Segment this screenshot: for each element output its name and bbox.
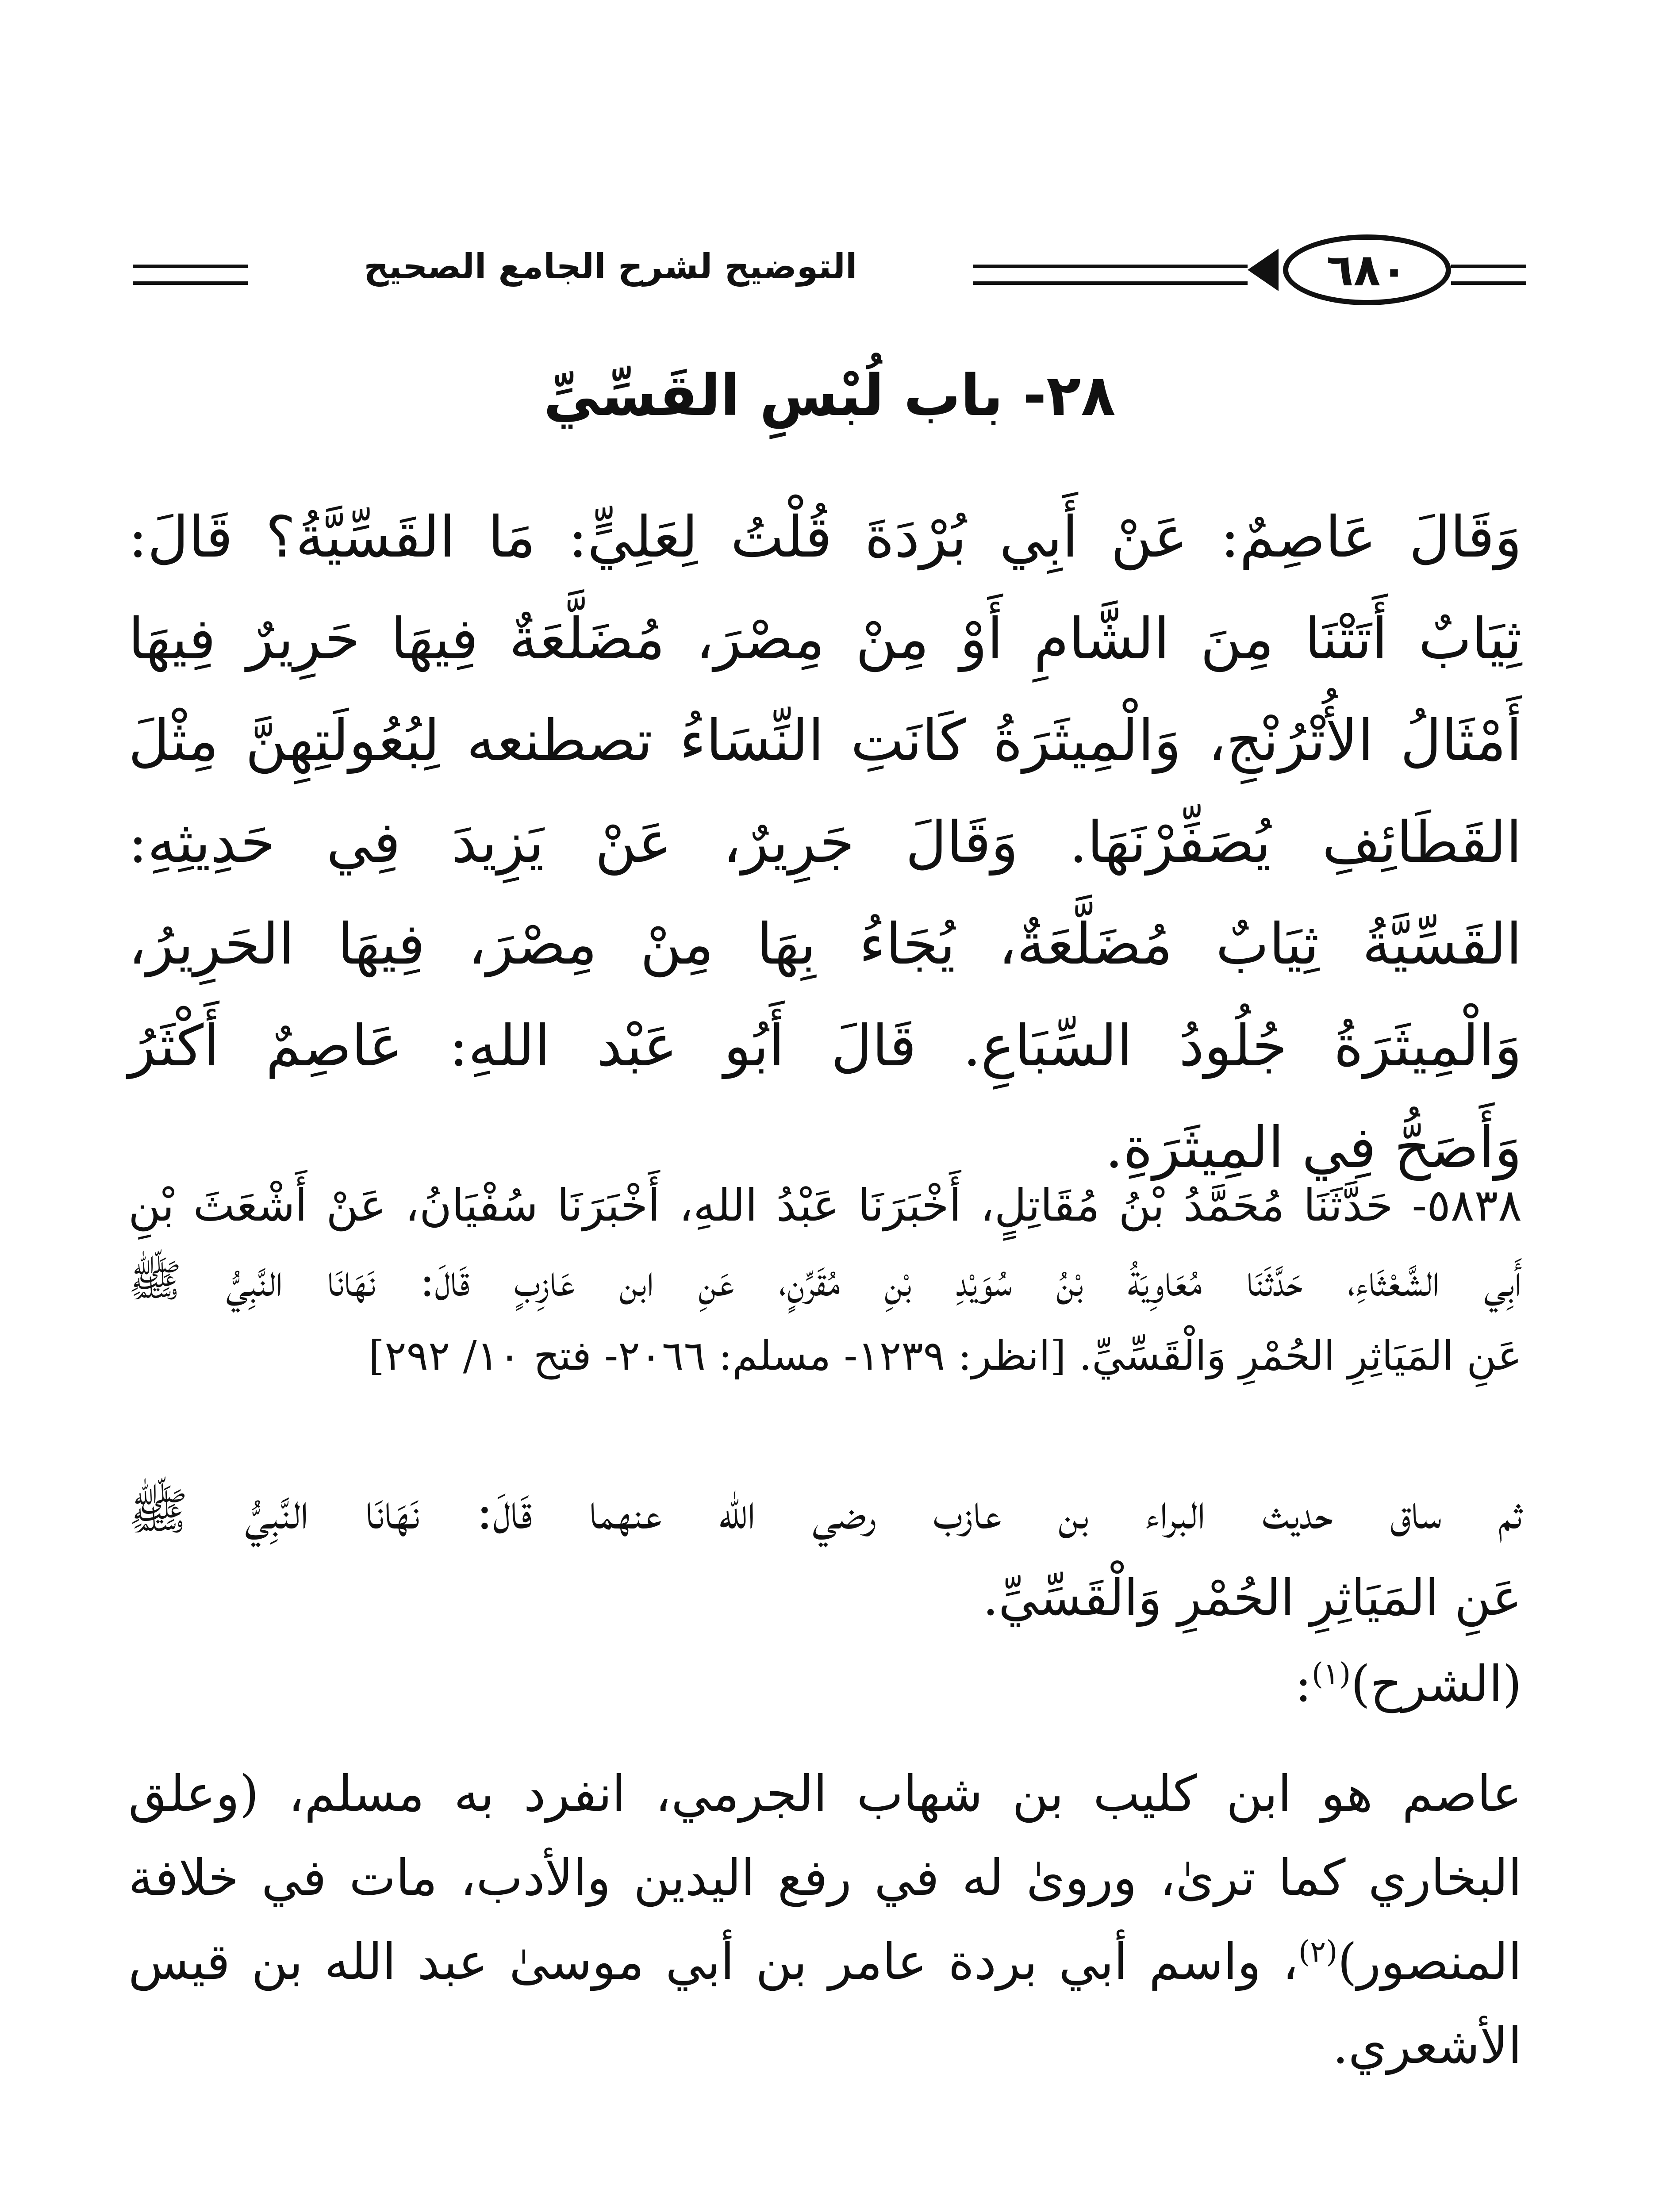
commentary-line: عاصم هو ابن كليب بن شهاب الجرمي، انفرد به مسلم، (وعلق	[128, 1765, 1522, 1823]
hadith-block	[128, 1168, 1522, 1394]
main-text-line: وَأَصَحُّ فِي المِيثَرَةِ.	[1105, 1115, 1522, 1181]
commentary-fragment: ، واسم أبي بردة عامر بن أبي موسىٰ عبد الله بن قيس	[128, 1933, 1298, 1991]
sharh-colon: :	[1295, 1655, 1312, 1713]
header-rule-middle	[973, 265, 1248, 285]
page-number: ٦٨٠	[1283, 234, 1451, 305]
header-rule-left	[133, 265, 248, 285]
follow-text	[128, 1469, 1522, 1728]
follow-text-line: ثم ساق حديث البراء بن عازب رضي الله عنهما قَالَ: نَهَانَا النَّبِيُّ ﷺ	[128, 1483, 1522, 1540]
main-text-line: القَطَائِفِ يُصَفِّرْنَهَا. وَقَالَ جَرِيرٌ، عَنْ يَزِيدَ فِي حَدِيثِهِ:	[128, 810, 1522, 876]
main-text-line: أَمْثَالُ الأُتْرُنْجِ، وَالْمِيثَرَةُ كَانَتِ النِّسَاءُ تصطنعه لِبُعُولَتِهِنَّ مِثْلَ	[128, 708, 1522, 774]
book-title: التوضيح لشرح الجامع الصحيح	[364, 247, 857, 287]
footnote-ref: (١)	[1311, 1656, 1351, 1691]
main-text-line: القَسِّيَّةُ ثِيَابٌ مُضَلَّعَةٌ، يُجَاءُ بِهَا مِنْ مِصْرَ، فِيهَا الحَرِيرُ،	[128, 911, 1522, 977]
main-text-line: وَالْمِيثَرَةُ جُلُودُ السِّبَاعِ. قَالَ أَبُو عَبْد اللهِ: عَاصِمٌ أَكْثَرُ	[128, 1013, 1522, 1079]
footnote-ref: (٢)	[1298, 1934, 1338, 1969]
header-ornament-tip	[1248, 249, 1279, 291]
commentary-line: البخاري كما ترىٰ، وروىٰ له في رفع اليدين والأدب، مات في خلافة	[128, 1849, 1522, 1907]
chapter-main-text	[128, 487, 1522, 1199]
hadith-line: أَبِي الشَّعْثَاءِ، حَدَّثَنَا مُعَاوِيَةُ بْنُ سُوَيْدِ بْنِ مُقَرِّنٍ، عَنِ ابن عَازِبٍ قَالَ: نَهَانَا النَّبِيُّ ﷺ	[128, 1255, 1522, 1306]
main-text-line: ثِيَابٌ أَتَتْنَا مِنَ الشَّامِ أَوْ مِنْ مِصْرَ، مُضَلَّعَةٌ فِيهَا حَرِيرٌ فِيهَا	[128, 606, 1522, 672]
sharh-heading	[128, 1641, 1522, 1728]
chapter-title: ٢٨- باب لُبْسِ القَسِّيِّ	[543, 363, 1116, 429]
header-rule-right	[1451, 265, 1526, 285]
sharh-label: (الشرح)	[1351, 1655, 1522, 1713]
page-header	[133, 226, 1526, 314]
commentary-text	[128, 1752, 1522, 2088]
main-text-line: وَقَالَ عَاصِمٌ: عَنْ أَبِي بُرْدَةَ قُلْتُ لِعَلِيٍّ: مَا القَسِّيَّةُ؟ قَالَ:	[128, 504, 1522, 570]
hadith-line: عَنِ المَيَاثِرِ الحُمْرِ وَالْقَسِّيِّ. [انظر: ١٢٣٩- مسلم: ٢٠٦٦- فتح ١٠/ ٢٩٢]	[369, 1332, 1522, 1379]
commentary-fragment: المنصور)	[1337, 1933, 1522, 1991]
follow-text-line: عَنِ المَيَاثِرِ الحُمْرِ وَالْقَسِّيِّ.	[983, 1569, 1522, 1627]
commentary-line: الأشعري.	[1333, 2017, 1522, 2075]
commentary-line	[128, 1920, 1522, 2004]
hadith-line: ٥٨٣٨- حَدَّثَنَا مُحَمَّدُ بْنُ مُقَاتِلٍ، أَخْبَرَنَا عَبْدُ اللهِ، أَخْبَرَنَا سُفْيَانُ، عَنْ أَشْعَثَ بْنِ	[128, 1179, 1522, 1231]
